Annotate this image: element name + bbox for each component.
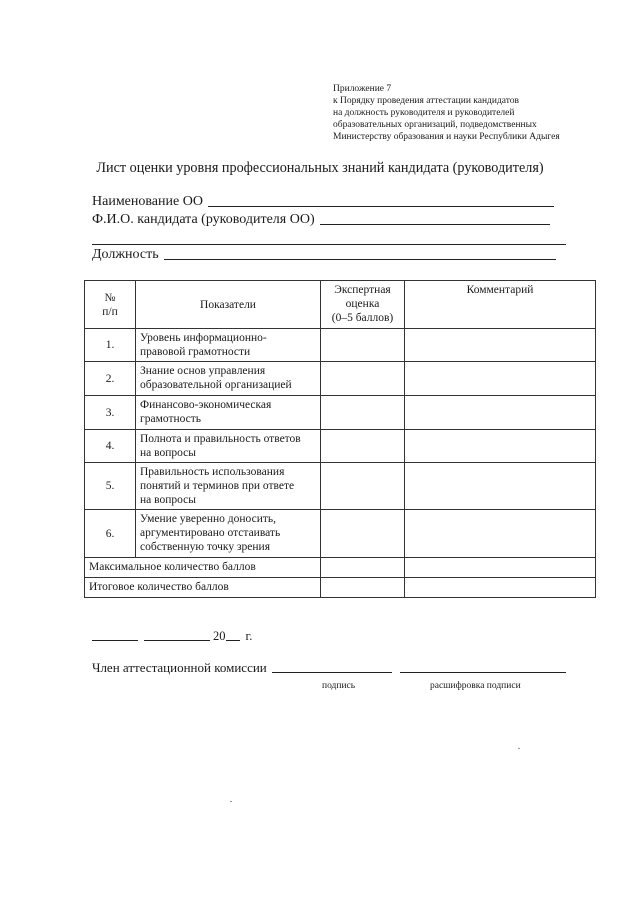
candidate-name-extra-line	[92, 244, 566, 245]
table-row	[85, 362, 596, 396]
commission-member-label: Член аттестационной комиссии	[92, 660, 267, 675]
table-row	[85, 510, 596, 558]
header-comment: Комментарий	[405, 281, 596, 329]
row-score-cell[interactable]	[321, 430, 405, 463]
appendix-line: образовательных организаций, подведомственных	[333, 120, 537, 130]
row-indicator: Финансово-экономическая грамотность	[136, 396, 321, 430]
total-score-comment-cell[interactable]	[405, 578, 596, 598]
appendix-line: Министерству образования и науки Республики Адыгея	[333, 132, 560, 142]
row-num: 3.	[85, 396, 136, 430]
row-score-cell[interactable]	[321, 510, 405, 558]
month-blank	[144, 639, 210, 641]
max-score-cell[interactable]	[321, 558, 405, 578]
row-num: 6.	[85, 510, 136, 558]
max-score-label: Максимальное количество баллов	[85, 558, 321, 578]
total-score-cell[interactable]	[321, 578, 405, 598]
appendix-note	[333, 83, 560, 143]
year-suffix: г.	[245, 629, 253, 643]
max-score-comment-cell[interactable]	[405, 558, 596, 578]
position-field	[92, 247, 556, 263]
table-row	[85, 329, 596, 362]
year-prefix: 20	[213, 629, 226, 643]
scan-speck	[230, 801, 232, 802]
row-indicator: Правильность использования понятий и терминов при ответе на вопросы	[136, 463, 321, 510]
row-indicator: Уровень информационно- правовой грамотности	[136, 329, 321, 362]
table-row	[85, 463, 596, 510]
signature-decode-blank	[400, 671, 566, 673]
table-header-row	[85, 281, 596, 329]
day-blank	[92, 639, 138, 641]
appendix-line: к Порядку проведения аттестации кандидатов	[333, 96, 520, 106]
table-row	[85, 430, 596, 463]
row-comment-cell[interactable]	[405, 362, 596, 396]
header-indicators: Показатели	[136, 281, 321, 329]
appendix-line: на должность руководителя и руководителей	[333, 108, 515, 118]
org-name-field	[92, 194, 554, 210]
candidate-name-label: Ф.И.О. кандидата (руководителя ОО)	[92, 212, 315, 227]
scan-speck	[518, 748, 520, 749]
row-indicator: Знание основ управления образовательной организацией	[136, 362, 321, 396]
row-num: 5.	[85, 463, 136, 510]
signature-caption: подпись	[322, 681, 356, 691]
position-label: Должность	[92, 247, 159, 262]
row-score-cell[interactable]	[321, 362, 405, 396]
org-name-label: Наименование ОО	[92, 194, 203, 209]
row-comment-cell[interactable]	[405, 430, 596, 463]
row-score-cell[interactable]	[321, 463, 405, 510]
row-num: 1.	[85, 329, 136, 362]
row-comment-cell[interactable]	[405, 510, 596, 558]
signature-decode-caption: расшифровка подписи	[430, 681, 521, 691]
appendix-line: Приложение 7	[333, 84, 392, 94]
date-line	[92, 629, 252, 644]
org-name-line	[208, 205, 554, 207]
document-title: Лист оценки уровня профессиональных знаний кандидата (руководителя)	[96, 160, 544, 176]
row-indicator: Умение уверенно доносить, аргументировано отстаивать собственную точку зрения	[136, 510, 321, 558]
signature-blank	[272, 671, 392, 673]
row-score-cell[interactable]	[321, 329, 405, 362]
max-score-row	[85, 558, 596, 578]
row-indicator: Полнота и правильность ответов на вопросы	[136, 430, 321, 463]
table-row	[85, 396, 596, 430]
row-num: 4.	[85, 430, 136, 463]
row-comment-cell[interactable]	[405, 329, 596, 362]
signature-line	[92, 660, 566, 676]
position-line	[164, 258, 556, 260]
row-comment-cell[interactable]	[405, 463, 596, 510]
total-score-row	[85, 578, 596, 598]
row-score-cell[interactable]	[321, 396, 405, 430]
assessment-table	[84, 280, 596, 598]
total-score-label: Итоговое количество баллов	[85, 578, 321, 598]
header-num: № п/п	[85, 281, 136, 329]
row-num: 2.	[85, 362, 136, 396]
row-comment-cell[interactable]	[405, 396, 596, 430]
candidate-name-line	[320, 223, 550, 225]
candidate-name-field	[92, 212, 550, 228]
header-score: Экспертная оценка (0–5 баллов)	[321, 281, 405, 329]
year-blank	[226, 639, 240, 641]
